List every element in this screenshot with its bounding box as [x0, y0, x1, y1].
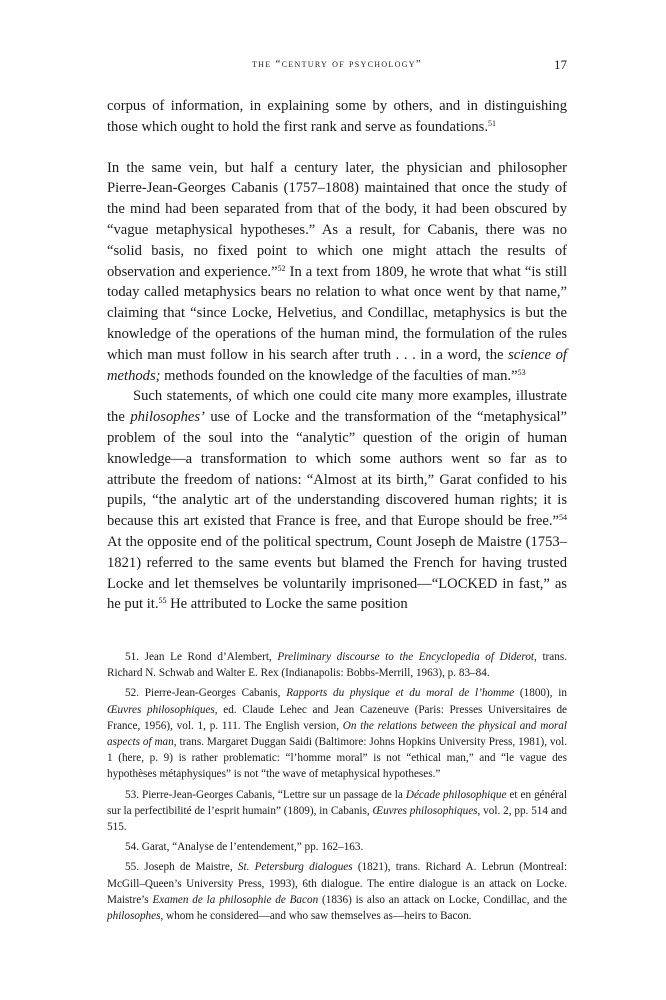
text-run: (1821), trans. Richard A. Lebrun (Montreal: McGill–Queen’s University Press, 1993), 6th dialogue. The entire dialogue is an attack on Locke. Maistre’s	[107, 861, 567, 906]
text-run: In the same vein, but half a century later, the physician and philosopher Pierre-Jean-Georges Cabanis (1757–1808) maintained that once the study of the mind had been separated from that of the body, it had been obscured by “vague metaphysical hypotheses.” As a result, for Cabanis, there was no “solid basis, no fixed point to which one might attach the results of observation and experience.”	[107, 159, 567, 280]
italic-run: philosophes’	[130, 409, 205, 426]
italic-run: Examen de la philosophie de Bacon	[152, 893, 319, 906]
text-run: 51. Jean Le Rond d’Alembert,	[125, 651, 278, 663]
italic-run: science of methods;	[107, 346, 567, 384]
paragraph-cabanis	[107, 158, 567, 387]
main-text	[107, 96, 567, 615]
running-head	[107, 58, 567, 78]
small-caps-run: LOCKED	[438, 575, 498, 592]
text-run: et en général sur la perfectibilité de l’esprit humain” (1809), in Cabanis,	[107, 788, 567, 817]
text-run: , ed. Claude Lehec and Jean Cazeneuve (Paris: Presses Universitaires de France, 1956), vol. 1, p. 111. The English version,	[107, 703, 568, 732]
italic-run: Décade philosophique	[405, 788, 507, 801]
text-run: methods founded on the knowledge of the faculties of man.”	[160, 367, 518, 384]
text-run: , trans. Margaret Duggan Saidi (Baltimore: Johns Hopkins University Press, 1981), vol. 1 (here, p. 9) is rather problematic: “l’homme moral” is not “ethical man,” and “le vague des hypothèses métaphysiques” is not “the wave of metaphysical hypotheses.”	[107, 736, 568, 781]
footnote-51	[107, 649, 567, 681]
footnotes	[107, 649, 567, 928]
italic-run: On the relations between the physical and moral aspects of man	[107, 719, 567, 749]
running-head-title: the “century of psychology”	[251, 58, 422, 70]
note-ref-55[interactable]: 55	[158, 596, 167, 606]
text-run: 54. Garat, “Analyse de l’entendement,” pp. 162–163.	[125, 841, 364, 854]
footnote-54	[107, 839, 567, 855]
page-number: 17	[554, 57, 567, 72]
text-run: , whom he considered—and who saw themselves as—heirs to Bacon.	[160, 910, 472, 923]
text-run: 53. Pierre-Jean-Georges Cabanis, “Lettre sur un passage de la	[125, 788, 406, 801]
note-ref-53[interactable]: 53	[517, 367, 526, 377]
block-quote-paragraph	[107, 96, 567, 138]
note-ref-51[interactable]: 51	[487, 118, 496, 128]
text-run: , vol. 2, pp. 514 and 515.	[107, 804, 567, 834]
italic-run: philosophes	[107, 910, 161, 923]
text-run: (1836) is also an attack on Locke, Condillac, and the	[318, 893, 567, 906]
italic-run: Œuvres philosophiques	[107, 703, 215, 716]
italic-run: Œuvres philosophiques	[372, 804, 478, 817]
note-ref-52[interactable]: 52	[277, 263, 286, 273]
text-run: use of Locke and the transformation of the “metaphysical” problem of the soul into the “analytic” question of the origin of human knowledge—a transformation to which some authors went so far as to attribute the freedom of nations: “Almost at its birth,” Garat confided to his pupils, “the analytic art of the understanding discovered human rights; it is because this art existed that France is free, and that Europe should be free.”	[107, 409, 567, 530]
text-run: (1800), in	[514, 687, 567, 700]
text-run: At the opposite end of the political spectrum, Count Joseph de Maistre (1753–1821) referred to the same events but blamed the French for having trusted Locke and let themselves be voluntarily imprisoned—“	[107, 533, 567, 592]
text-run: He attributed to Locke the same position	[166, 596, 408, 613]
text-run: 52. Pierre-Jean-Georges Cabanis,	[125, 687, 287, 700]
text-run: in fast,” as he put it.	[107, 575, 567, 613]
text-run: Such statements, of which one could cite many more examples, illustrate the	[107, 388, 567, 426]
italic-run: St. Petersburg dialogues	[237, 861, 353, 874]
footnote-55	[107, 859, 567, 924]
footnote-52	[107, 685, 567, 782]
text-run: , trans. Richard N. Schwab and Walter E. Rex (Indianapolis: Bobbs-Merrill, 1963), p. 83–84.	[107, 651, 567, 680]
text-run: 55. Joseph de Maistre,	[125, 861, 238, 874]
italic-run: Preliminary discourse to the Encyclopedia of Diderot	[277, 651, 535, 663]
paragraph-statements	[107, 386, 567, 615]
italic-run: Rapports du physique et du moral de l’homme	[286, 687, 515, 700]
text-run: In a text from 1809, he wrote that what “is still today called metaphysics bears no relation to what once went by that name,” claiming that “since Locke, Helvetius, and Condillac, metaphysics is but the knowledge of the operations of the human mind, the formulation of the rules which man must follow in his search after truth . . . in a word, the	[107, 263, 567, 363]
note-ref-54[interactable]: 54	[559, 513, 567, 523]
text-run: corpus of information, in explaining some by others, and in distinguishing those which ought to hold the first rank and serve as foundations.	[107, 98, 567, 135]
footnote-53	[107, 787, 567, 836]
